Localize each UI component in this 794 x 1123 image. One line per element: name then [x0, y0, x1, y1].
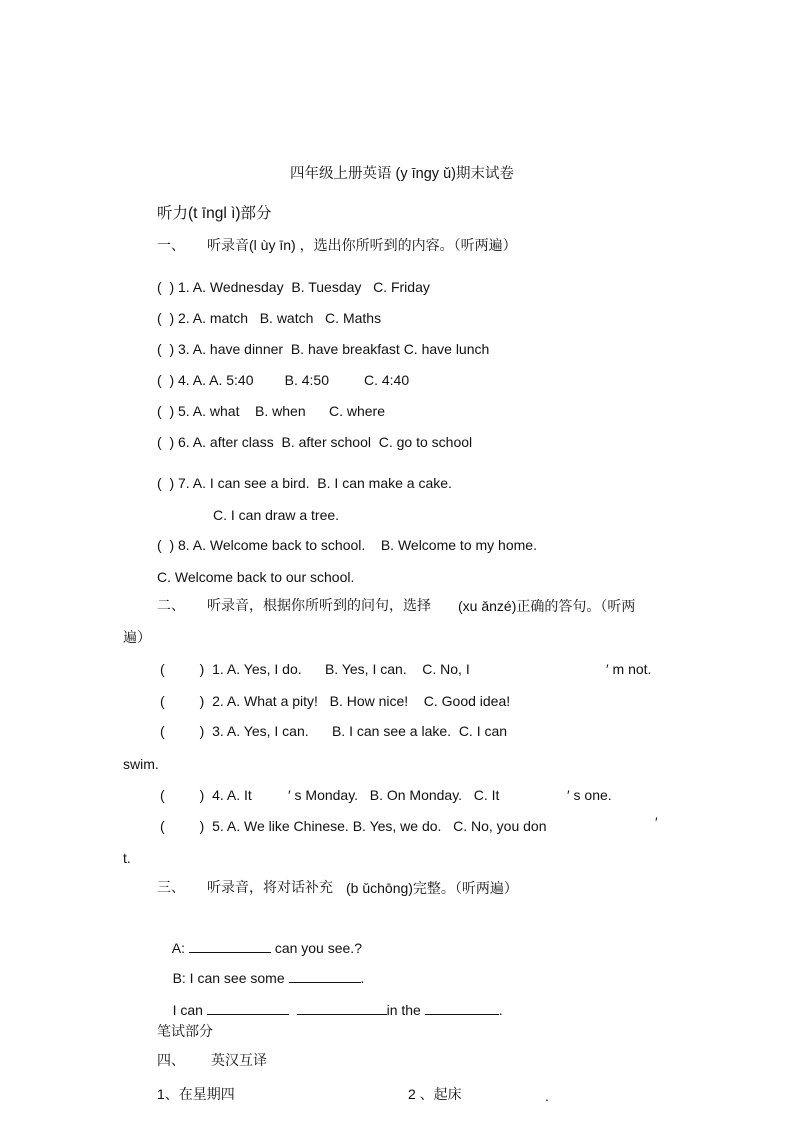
translation-item: 1、在星期四	[157, 1086, 235, 1102]
section-3-instruction-pinyin: (b ǔchōng)完整。（听两遍）	[346, 880, 518, 896]
question-item: ( ) 2. A. match B. watch C. Maths	[157, 310, 382, 326]
answer-blank	[207, 1000, 289, 1015]
question-item-continuation: C. Welcome back to our school.	[157, 569, 355, 585]
question-item: ( ) 7. A. I can see a bird. B. I can make a cake.	[157, 475, 452, 491]
section-4-instruction: 英汉互译	[211, 1052, 267, 1068]
question-item: ( ) 4. A. It	[160, 787, 252, 803]
page-title: 四年级上册英语 (y īngy ǔ)期末试卷	[290, 166, 514, 182]
section-2-instruction: 听录音，根据你所听到的问句，选择	[207, 597, 431, 613]
question-item-mid: ′ s Monday. B. On Monday. C. It	[288, 787, 500, 803]
section-3-number: 三、	[157, 879, 185, 895]
dialogue-text: .	[360, 970, 365, 986]
question-item: ( ) 8. A. Welcome back to school. B. Welcome to my home.	[157, 537, 537, 553]
question-item-continuation: C. I can draw a tree.	[213, 507, 340, 523]
dialogue-text: .	[498, 1002, 503, 1018]
question-item: ( ) 3. A. have dinner B. have breakfast C. have lunch	[157, 341, 490, 357]
question-item: ( ) 5. A. We like Chinese. B. Yes, we do. C. No, you don	[160, 818, 547, 834]
question-item: ( ) 1. A. Yes, I do. B. Yes, I can. C. No, I	[160, 661, 470, 677]
question-item: ( ) 3. A. Yes, I can. B. I can see a lake. C. I can	[160, 723, 508, 739]
answer-blank	[297, 1000, 387, 1015]
question-item-tail: ′ s one.	[567, 787, 612, 803]
question-item: ( ) 6. A. after class B. after school C. go to school	[157, 434, 473, 450]
section-2-instruction-wrap: 遍）	[123, 629, 151, 645]
dialogue-text: I can	[172, 1002, 203, 1018]
section-2-instruction-pinyin: (xu ǎnzé)正确的答句。（听两	[458, 598, 636, 614]
answer-blank	[289, 968, 361, 983]
section-1-instruction: 听录音(l ùy īn) ，选出你所听到的内容。（听两遍）	[207, 237, 517, 253]
question-item-tail: ′	[655, 814, 658, 830]
dialogue-text: B: I can see some	[172, 970, 285, 986]
written-header: 笔试部分	[157, 1023, 213, 1039]
question-item: ( ) 1. A. Wednesday B. Tuesday C. Friday	[157, 279, 430, 295]
section-2-number: 二、	[157, 597, 185, 613]
question-item: ( ) 4. A. A. 5:40 B. 4:50 C. 4:40	[157, 372, 410, 388]
dialogue-text: can you see.?	[274, 940, 362, 956]
answer-blank	[425, 1000, 499, 1015]
section-4-number: 四、	[157, 1052, 185, 1068]
question-item: ( ) 2. A. What a pity! B. How nice! C. Good idea!	[160, 693, 511, 709]
question-item-wrap: swim.	[123, 756, 159, 772]
listening-header: 听力(t īngl ì)部分	[157, 205, 272, 222]
translation-item-dot: .	[545, 1088, 549, 1104]
question-item: ( ) 5. A. what B. when C. where	[157, 403, 385, 419]
dialogue-text: in the	[386, 1002, 421, 1018]
question-item-tail: ′ m not.	[606, 661, 652, 677]
dialogue-speaker: A:	[171, 940, 186, 956]
section-3-instruction: 听录音，将对话补充	[207, 879, 333, 895]
section-1-number: 一、	[157, 237, 185, 253]
question-item-wrap: t.	[123, 850, 131, 866]
translation-item: 2 、起床	[408, 1086, 462, 1102]
